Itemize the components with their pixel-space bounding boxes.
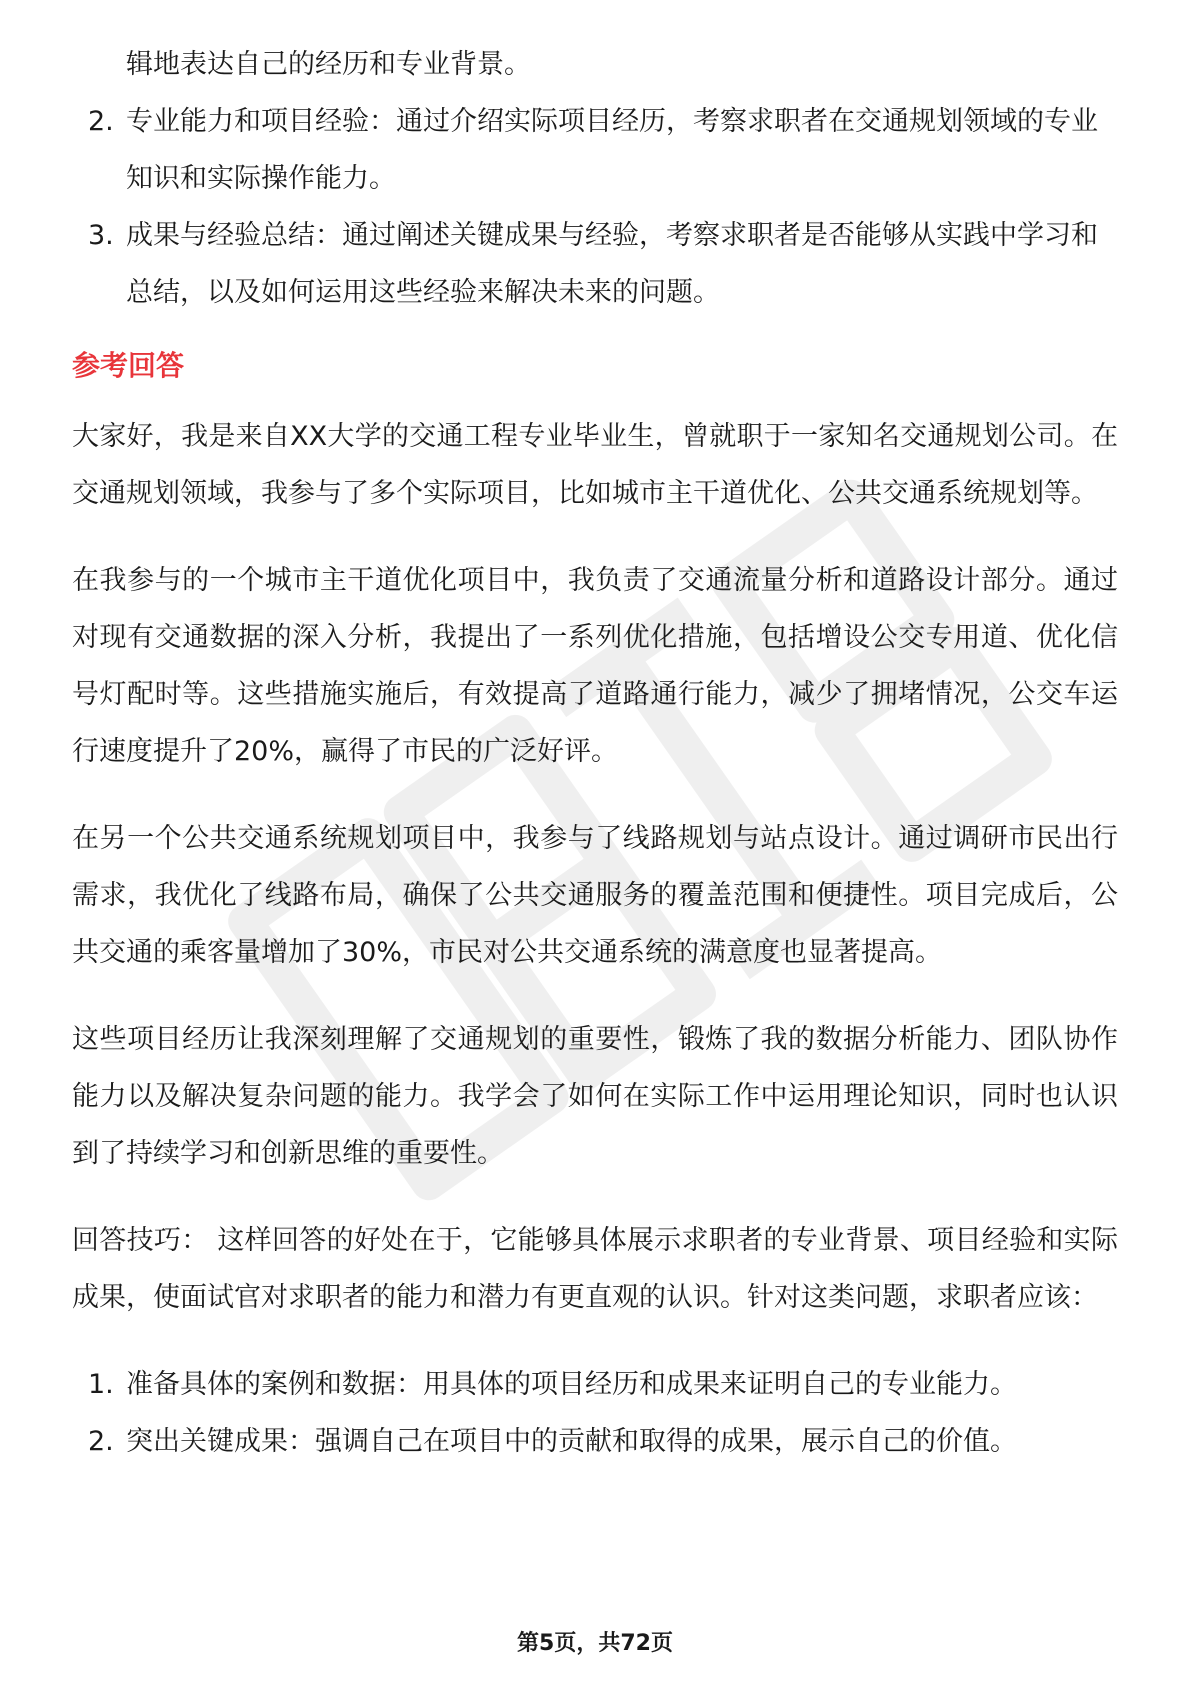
paragraph-project-1: 在我参与的一个城市主干道优化项目中，我负责了交通流量分析和道路设计部分。通过对现有交通数据的深入分析，我提出了一系列优化措施，包括增设公交专用道、优化信号灯配时等。这些措施实施后，有效提高了道路通行能力，减少了拥堵情况，公交车运行速度提升了20%，赢得了市民的广泛好评。 — [72, 565, 1118, 767]
list-item-text: 专业能力和项目经验：通过介绍实际项目经历，考察求职者在交通规划领域的专业知识和实际操作能力。 — [126, 106, 1098, 194]
tips-list — [72, 1356, 1118, 1470]
list-item-text: 突出关键成果：强调自己在项目中的贡献和取得的成果，展示自己的价值。 — [126, 1426, 1017, 1457]
page-content — [72, 36, 1118, 1470]
list-item-number: 2. — [88, 1426, 114, 1457]
list-item — [72, 1356, 1118, 1413]
list-item-text: 成果与经验总结：通过阐述关键成果与经验，考察求职者是否能够从实践中学习和总结，以及如何运用这些经验来解决未来的问题。 — [126, 220, 1098, 308]
page-number: 第5页，共72页 — [517, 1631, 673, 1656]
list-item — [72, 93, 1118, 207]
paragraph-intro: 大家好，我是来自XX大学的交通工程专业毕业生，曾就职于一家知名交通规划公司。在交通规划领域，我参与了多个实际项目，比如城市主干道优化、公共交通系统规划等。 — [72, 421, 1118, 509]
section-title: 参考回答 — [72, 349, 185, 382]
paragraph-tips-intro: 回答技巧： 这样回答的好处在于，它能够具体展示求职者的专业背景、项目经验和实际成果，使面试官对求职者的能力和潜力有更直观的认识。针对这类问题，求职者应该： — [72, 1225, 1118, 1313]
list-item-number: 3. — [88, 220, 114, 251]
list-item-number: 2. — [88, 106, 114, 137]
list-item-continuation: 辑地表达自己的经历和专业背景。 — [126, 49, 531, 80]
list-item-number: 1. — [88, 1369, 114, 1400]
list-item-text: 准备具体的案例和数据：用具体的项目经历和成果来证明自己的专业能力。 — [126, 1369, 1017, 1400]
criteria-list — [72, 93, 1118, 321]
paragraph-project-2: 在另一个公共交通系统规划项目中，我参与了线路规划与站点设计。通过调研市民出行需求，我优化了线路布局，确保了公共交通服务的覆盖范围和便捷性。项目完成后，公共交通的乘客量增加了30%，市民对公共交通系统的满意度也显著提高。 — [72, 823, 1118, 968]
list-item — [72, 1413, 1118, 1470]
list-item — [72, 207, 1118, 321]
paragraph-summary: 这些项目经历让我深刻理解了交通规划的重要性，锻炼了我的数据分析能力、团队协作能力以及解决复杂问题的能力。我学会了如何在实际工作中运用理论知识，同时也认识到了持续学习和创新思维的重要性。 — [72, 1024, 1118, 1169]
